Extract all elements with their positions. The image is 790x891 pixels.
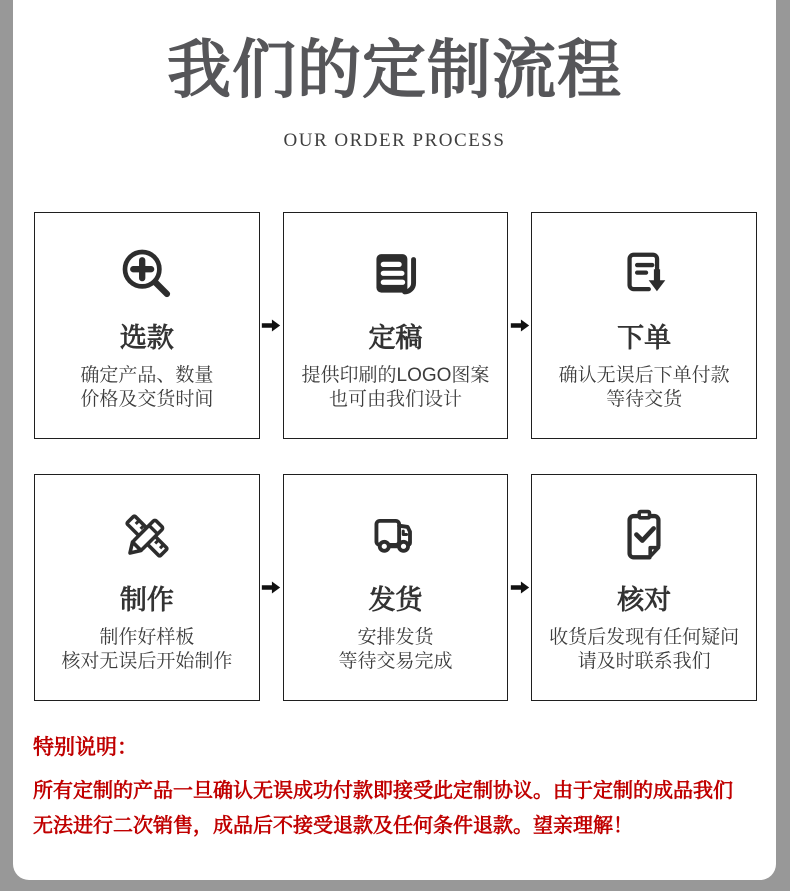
pencil-ruler-icon xyxy=(114,503,180,569)
step-description xyxy=(61,626,232,674)
step-desc-line: 也可由我们设计 xyxy=(328,388,462,410)
step-description xyxy=(338,626,452,674)
step-desc-line: 确认无误后下单付款 xyxy=(558,364,730,386)
special-notice-heading: 特别说明： xyxy=(33,735,138,759)
flow-arrow-icon xyxy=(508,474,531,701)
step-description xyxy=(80,364,213,412)
content-card xyxy=(13,0,776,880)
step-title: 核对 xyxy=(617,584,672,615)
step-box-finalize-draft xyxy=(283,212,509,439)
step-desc-line: 安排发货 xyxy=(357,626,434,648)
draft-document-icon xyxy=(362,241,428,307)
step-desc-line: 收货后发现有任何疑问 xyxy=(549,626,740,648)
step-title: 定稿 xyxy=(368,322,423,353)
magnifier-plus-icon xyxy=(114,241,180,307)
special-notice-body: 所有定制的产品一旦确认无误成功付款即接受此定制协议。由于定制的成品我们无法进行二次销售，成品后不接受退款及任何条件退款。望亲理解！ xyxy=(33,779,733,837)
step-description xyxy=(549,626,739,674)
step-title: 下单 xyxy=(617,322,672,353)
step-box-place-order xyxy=(531,212,757,439)
step-box-select xyxy=(34,212,260,439)
step-desc-line: 等待交货 xyxy=(606,388,683,410)
step-desc-line: 提供印刷的LOGO图案 xyxy=(301,364,490,386)
step-desc-line: 价格及交货时间 xyxy=(80,388,214,410)
step-box-produce xyxy=(34,474,260,701)
delivery-truck-icon xyxy=(362,503,428,569)
page-title: 我们的定制流程 xyxy=(167,34,622,106)
step-desc-line: 核对无误后开始制作 xyxy=(61,650,233,672)
step-desc-line: 等待交易完成 xyxy=(338,650,453,672)
step-box-verify xyxy=(531,474,757,701)
flow-arrow-icon xyxy=(508,212,531,439)
step-box-ship xyxy=(283,474,509,701)
step-description xyxy=(559,364,730,412)
step-desc-line: 请及时联系我们 xyxy=(577,650,711,672)
page-subtitle: OUR ORDER PROCESS xyxy=(283,129,506,151)
flow-arrow-icon xyxy=(260,474,283,701)
clipboard-check-icon xyxy=(611,503,677,569)
process-grid xyxy=(34,212,757,701)
step-desc-line: 制作好样板 xyxy=(99,626,195,648)
step-title: 发货 xyxy=(368,584,423,615)
special-notice xyxy=(33,731,754,844)
step-desc-line: 确定产品、数量 xyxy=(80,364,214,386)
order-down-arrow-icon xyxy=(611,241,677,307)
flow-arrow-icon xyxy=(260,212,283,439)
step-title: 制作 xyxy=(119,584,174,615)
step-description xyxy=(302,364,490,412)
step-title: 选款 xyxy=(119,322,174,353)
